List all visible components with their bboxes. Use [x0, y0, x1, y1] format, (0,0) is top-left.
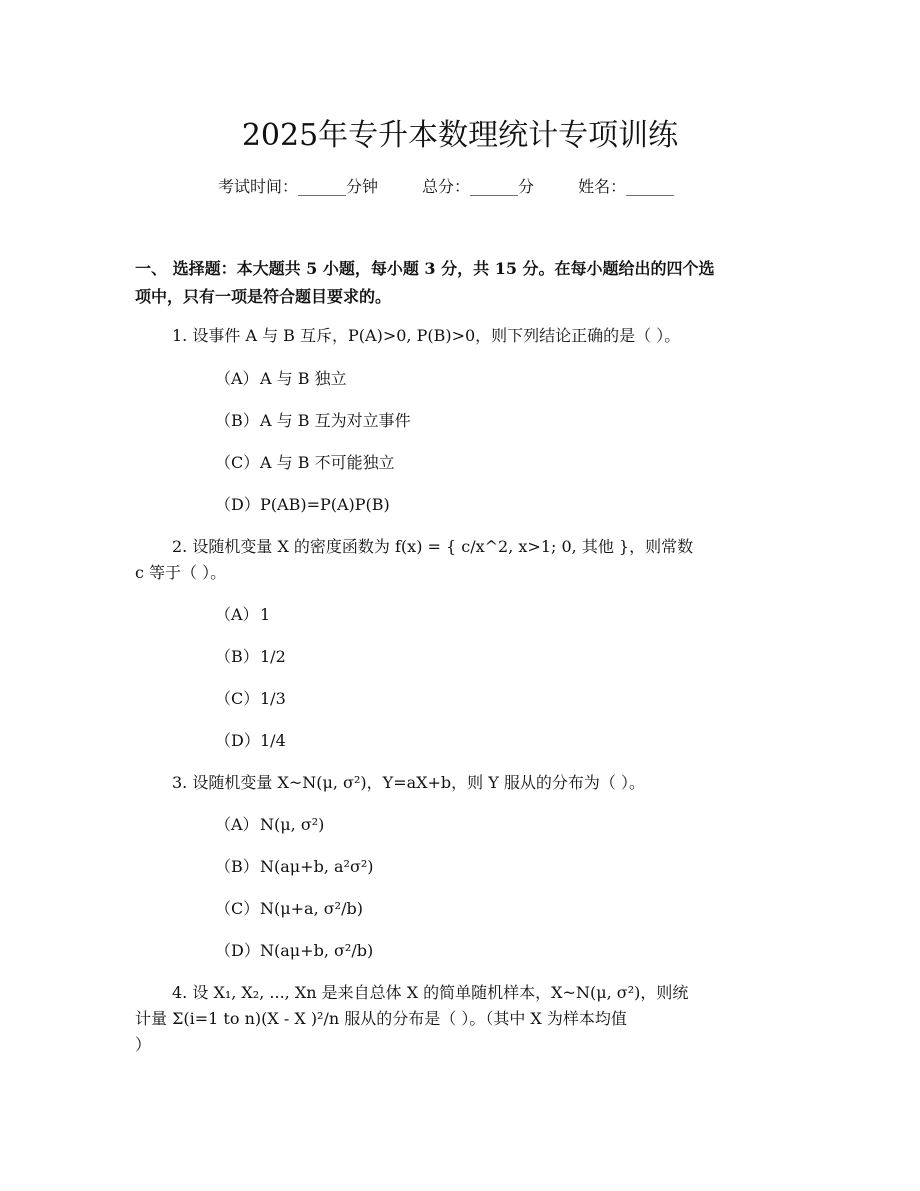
option	[215, 644, 286, 667]
option	[215, 602, 270, 625]
exam-meta	[218, 174, 674, 197]
option-label: （B）	[215, 857, 259, 876]
question-3: 3. 设随机变量 X~N(μ, σ²)，Y=aX+b，则 Y 服从的分布为（ ）。	[172, 773, 645, 792]
option-text: N(aμ+b, σ²/b)	[260, 941, 374, 960]
option-label: （D）	[215, 495, 260, 514]
option-text: N(μ+a, σ²/b)	[260, 899, 363, 918]
option-label: （B）	[215, 411, 259, 430]
option-text: A 与 B 互为对立事件	[260, 411, 411, 430]
option-text: N(μ, σ²)	[260, 815, 325, 834]
section-heading-cont: 项中，只有一项是符合题目要求的。	[135, 287, 392, 306]
option-text: 1/3	[260, 689, 286, 708]
time-blank: ______	[298, 177, 347, 196]
option-label: （A）	[215, 815, 259, 834]
score-unit: 分	[518, 177, 535, 196]
question-2: 2. 设随机变量 X 的密度函数为 f(x) = { c/x^2, x>1; 0, 其他 }，则常数	[172, 537, 694, 556]
option-label: （C）	[215, 689, 260, 708]
option	[215, 408, 411, 431]
option-label: （D）	[215, 731, 260, 750]
option-text: A 与 B 独立	[260, 369, 347, 388]
question-4-cont2: ）	[135, 1035, 152, 1054]
option-label: （A）	[215, 605, 259, 624]
score-label: 总分：	[422, 177, 471, 196]
option	[215, 728, 286, 751]
question-4: 4. 设 X₁, X₂, ..., Xn 是来自总体 X 的简单随机样本，X~N(μ, σ²)，则统	[172, 983, 689, 1002]
option-text: N(aμ+b, a²σ²)	[260, 857, 374, 876]
option	[215, 450, 395, 473]
section-heading: 一、 选择题：本大题共 5 小题，每小题 3 分，共 15 分。在每小题给出的四个选	[135, 259, 715, 278]
score-blank: ______	[470, 177, 519, 196]
option-label: （A）	[215, 369, 259, 388]
option-label: （C）	[215, 899, 260, 918]
time-label: 考试时间：	[218, 177, 299, 196]
option-text: 1/4	[260, 731, 286, 750]
option	[215, 854, 374, 877]
question-4-cont: 计量 Σ(i=1 to n)(X - X )²/n 服从的分布是（ ）。（其中 X 为样本均值	[135, 1009, 627, 1028]
option	[215, 812, 324, 835]
option-text: A 与 B 不可能独立	[260, 453, 395, 472]
question-1: 1. 设事件 A 与 B 互斥，P(A)>0, P(B)>0，则下列结论正确的是（ ）。	[172, 326, 681, 345]
option-text: P(AB)=P(A)P(B)	[260, 495, 390, 514]
option	[215, 686, 286, 709]
page-title: 2025年专升本数理统计专项训练	[241, 118, 679, 153]
name-blank: ______	[626, 177, 675, 196]
option-label: （B）	[215, 647, 259, 666]
time-unit: 分钟	[346, 177, 379, 196]
option-label: （C）	[215, 453, 260, 472]
question-2-cont: c 等于（ ）。	[135, 563, 227, 582]
name-label: 姓名：	[578, 177, 627, 196]
option	[215, 896, 363, 919]
option	[215, 492, 390, 515]
option-text: 1/2	[260, 647, 286, 666]
option	[215, 366, 347, 389]
option	[215, 938, 373, 961]
option-text: 1	[260, 605, 271, 624]
option-label: （D）	[215, 941, 260, 960]
